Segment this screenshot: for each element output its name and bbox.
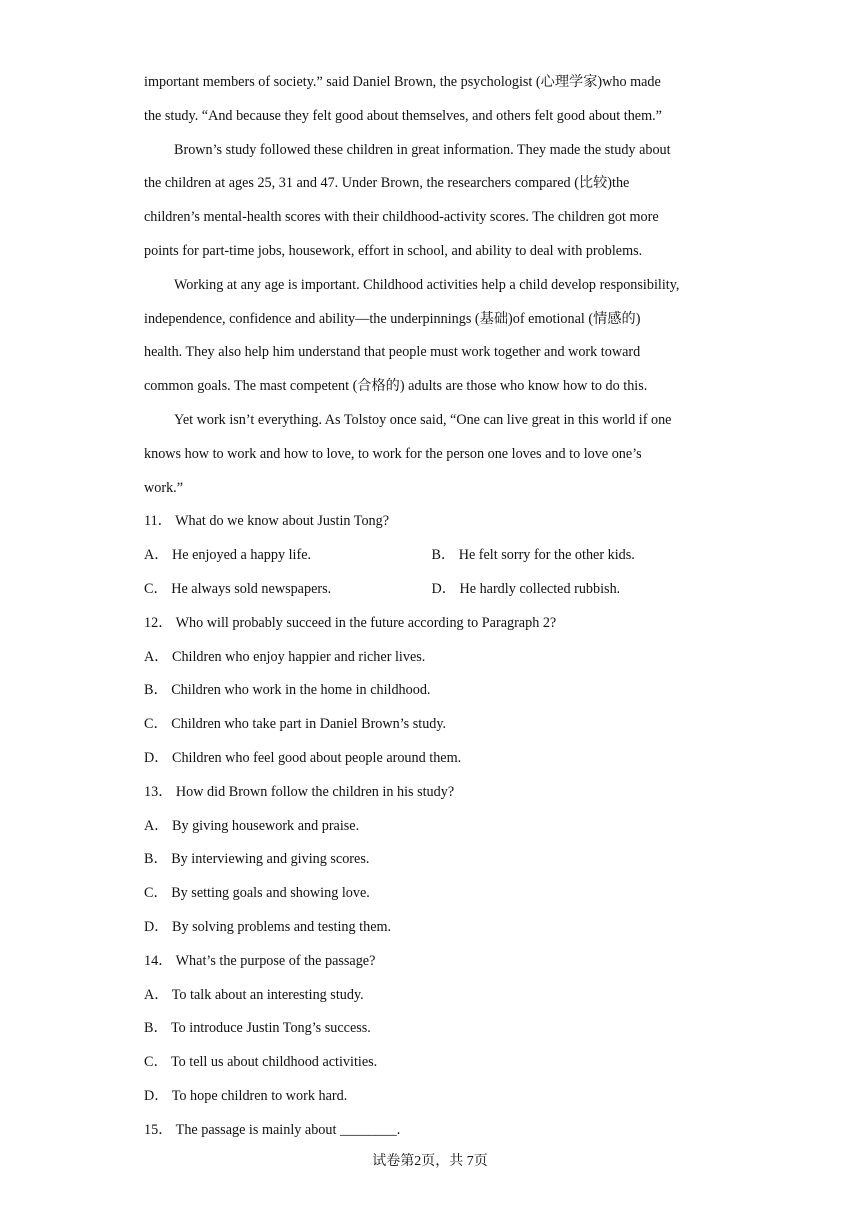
answer-option[interactable]: A． To talk about an interesting study. — [144, 986, 364, 1003]
answer-option[interactable]: C． He always sold newspapers. — [144, 580, 332, 597]
answer-option[interactable]: B． Children who work in the home in childhood. — [144, 682, 431, 699]
question-block — [144, 776, 719, 945]
answer-option[interactable]: A． He enjoyed a happy life. — [144, 547, 312, 564]
question-block — [144, 1114, 719, 1148]
answer-option[interactable]: B． He felt sorry for the other kids. — [431, 547, 635, 564]
answer-option[interactable]: D． By solving problems and testing them. — [144, 918, 392, 935]
passage-line: the children at ages 25, 31 and 47. Under Brown, the researchers compared (比较)the — [144, 175, 630, 192]
passage-line: important members of society.” said Daniel Brown, the psychologist (心理学家)who made — [144, 74, 661, 90]
question-stem: 13． How did Brown follow the children in his study? — [144, 783, 455, 800]
answer-option[interactable]: D． Children who feel good about people around them. — [144, 749, 462, 766]
passage-line: health. They also help him understand that people must work together and work toward — [144, 344, 641, 361]
answer-option[interactable]: D． To hope children to work hard. — [144, 1087, 348, 1104]
answer-option[interactable]: A． Children who enjoy happier and richer lives. — [144, 648, 426, 665]
option-row — [144, 539, 719, 573]
question-stem: 15． The passage is mainly about ________. — [144, 1121, 401, 1138]
passage-line: common goals. The mast competent (合格的) adults are those who know how to do this. — [144, 378, 648, 395]
question-block — [144, 607, 719, 776]
passage-line: Yet work isn’t everything. As Tolstoy once said, “One can live great in this world if one — [174, 411, 672, 428]
passage-line: Brown’s study followed these children in great information. They made the study about — [174, 141, 671, 158]
answer-option[interactable]: C． By setting goals and showing love. — [144, 885, 370, 902]
question-block — [144, 505, 719, 606]
passage-line: knows how to work and how to love, to work for the person one loves and to love one’s — [144, 445, 642, 462]
question-stem: 14． What’s the purpose of the passage? — [144, 952, 376, 969]
question-list — [144, 505, 719, 1147]
option-row — [144, 573, 719, 607]
answer-option[interactable]: C． Children who take part in Daniel Brown’s study. — [144, 716, 447, 733]
passage-line: children’s mental-health scores with their childhood-activity scores. The children got more — [144, 209, 659, 226]
passage-line: points for part-time jobs, housework, effort in school, and ability to deal with problems. — [144, 242, 643, 259]
question-block — [144, 945, 719, 1114]
passage-line: independence, confidence and ability—the underpinnings (基础)of emotional (情感的) — [144, 310, 641, 327]
question-stem: 11． What do we know about Justin Tong? — [144, 513, 390, 530]
answer-option[interactable]: C． To tell us about childhood activities. — [144, 1054, 378, 1071]
passage-line: the study. “And because they felt good about themselves, and others felt good about them.” — [144, 107, 662, 124]
answer-option[interactable]: B． To introduce Justin Tong’s success. — [144, 1020, 371, 1037]
answer-option[interactable]: A． By giving housework and praise. — [144, 817, 360, 834]
passage-line: work.” — [144, 479, 184, 496]
page-footer: 试卷第2页，共 7页 — [372, 1154, 488, 1169]
question-stem: 12． Who will probably succeed in the future according to Paragraph 2? — [144, 614, 557, 631]
answer-option[interactable]: D． He hardly collected rubbish. — [431, 580, 621, 597]
passage-line: Working at any age is important. Childhood activities help a child develop responsibility, — [174, 276, 680, 293]
reading-passage — [144, 66, 719, 505]
exam-page — [144, 66, 719, 1148]
answer-option[interactable]: B． By interviewing and giving scores. — [144, 851, 370, 868]
